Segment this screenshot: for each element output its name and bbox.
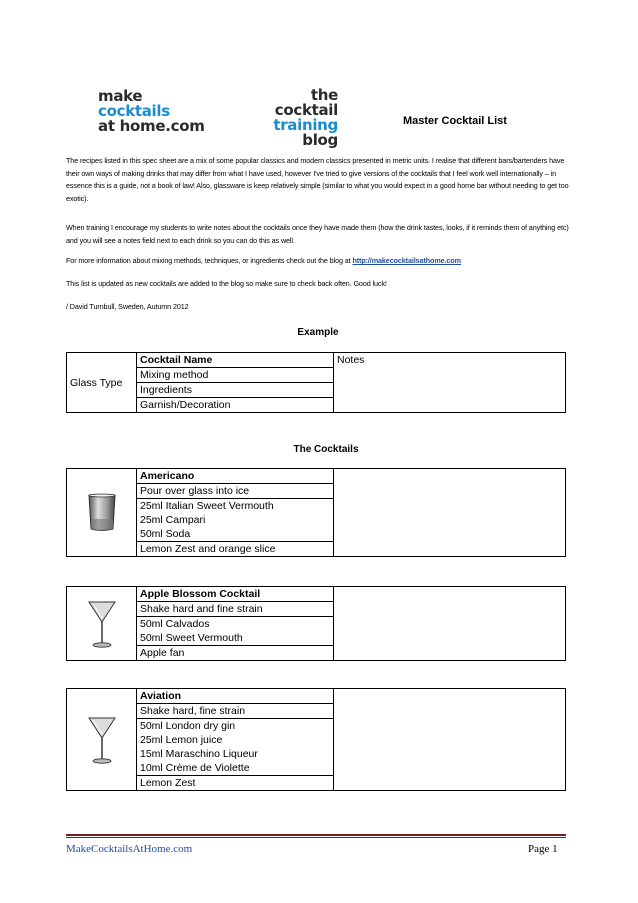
footer-page-number: Page 1 <box>528 843 558 855</box>
garnish: Apple fan <box>137 646 334 661</box>
example-garnish-cell: Garnish/Decoration <box>137 398 334 413</box>
notes-cell[interactable] <box>334 587 566 661</box>
ingredients: 25ml Italian Sweet Vermouth 25ml Campari 50ml Soda <box>137 499 334 542</box>
garnish: Lemon Zest and orange slice <box>137 542 334 557</box>
intro-paragraph-3 <box>66 255 576 268</box>
cocktail-table-aviation <box>66 688 566 791</box>
mixing-method: Shake hard, fine strain <box>137 704 334 719</box>
blog-link[interactable]: http://makecocktailsathome.com <box>352 256 461 265</box>
footer-site[interactable]: MakeCocktailsAtHome.com <box>66 843 193 855</box>
make-cocktails-at-home-logo <box>98 89 205 134</box>
logo-right-line-1: the cocktail <box>274 86 338 119</box>
logo-line-1: make <box>98 87 143 105</box>
example-glass-cell: Glass Type <box>67 353 137 413</box>
intro-paragraph-2: When training I encourage my students to write notes about the cocktails once they have made them (how the drink tastes, looks, if it reminds them of anything etc) and you will see a notes field next to each drink so you can do this as well. <box>66 223 569 245</box>
logo-line-3: at home.com <box>98 117 205 135</box>
ingredients: 50ml London dry gin 25ml Lemon juice 15ml Maraschino Liqueur 10ml Crème de Violette <box>137 719 334 776</box>
cocktails-heading: The Cocktails <box>293 444 359 455</box>
cocktail-name: Aviation <box>137 689 334 704</box>
mixing-method: Shake hard and fine strain <box>137 602 334 617</box>
glass-cell <box>67 587 137 661</box>
logo-line-2: cocktails <box>98 102 170 120</box>
cocktail-name: Apple Blossom Cocktail <box>137 587 334 602</box>
example-ingredients-cell: Ingredients <box>137 383 334 398</box>
example-name-cell: Cocktail Name <box>137 353 334 368</box>
intro-paragraph-3-text: For more information about mixing methods, techniques, or ingredients check out the blog at <box>66 256 353 265</box>
author-signature: / David Turnbull, Sweden, Autumn 2012 <box>66 302 189 311</box>
logo-right-line-2: training <box>273 116 338 134</box>
example-method-cell: Mixing method <box>137 368 334 383</box>
garnish: Lemon Zest <box>137 776 334 791</box>
footer-rule-thin <box>66 837 566 838</box>
logo-right-line-3: blog <box>302 131 338 149</box>
cocktail-table-americano <box>66 468 566 557</box>
document-title: Master Cocktail List <box>403 115 507 127</box>
example-heading: Example <box>297 327 339 338</box>
cocktail-training-blog-logo <box>246 88 338 148</box>
rocks-glass-icon <box>87 493 117 533</box>
martini-glass-icon <box>87 714 117 766</box>
glass-cell <box>67 689 137 791</box>
glass-cell <box>67 469 137 557</box>
martini-glass-icon <box>87 598 117 650</box>
example-table <box>66 352 566 413</box>
intro-paragraph-4: This list is updated as new cocktails are added to the blog so make sure to check back often. Good luck! <box>66 279 387 288</box>
cocktail-table-apple-blossom <box>66 586 566 661</box>
footer-rule <box>66 834 566 836</box>
ingredients: 50ml Calvados 50ml Sweet Vermouth <box>137 617 334 646</box>
example-notes-cell: Notes <box>334 353 566 413</box>
mixing-method: Pour over glass into ice <box>137 484 334 499</box>
notes-cell[interactable] <box>334 469 566 557</box>
cocktail-name: Americano <box>137 469 334 484</box>
notes-cell[interactable] <box>334 689 566 791</box>
intro-paragraph-1: The recipes listed in this spec sheet are a mix of some popular classics and modern classics presented in metric units. I realise that different bars/bartenders have their own ways of making drinks that may differ from what I have used, however I've tried to give versions of the cocktails that I feel work well internationally – in essence this is a guide, not a book of law! Also, glassware is keep relatively simple (similar to what you would expect in a good home bar without needing to get too exotic). <box>66 156 569 203</box>
